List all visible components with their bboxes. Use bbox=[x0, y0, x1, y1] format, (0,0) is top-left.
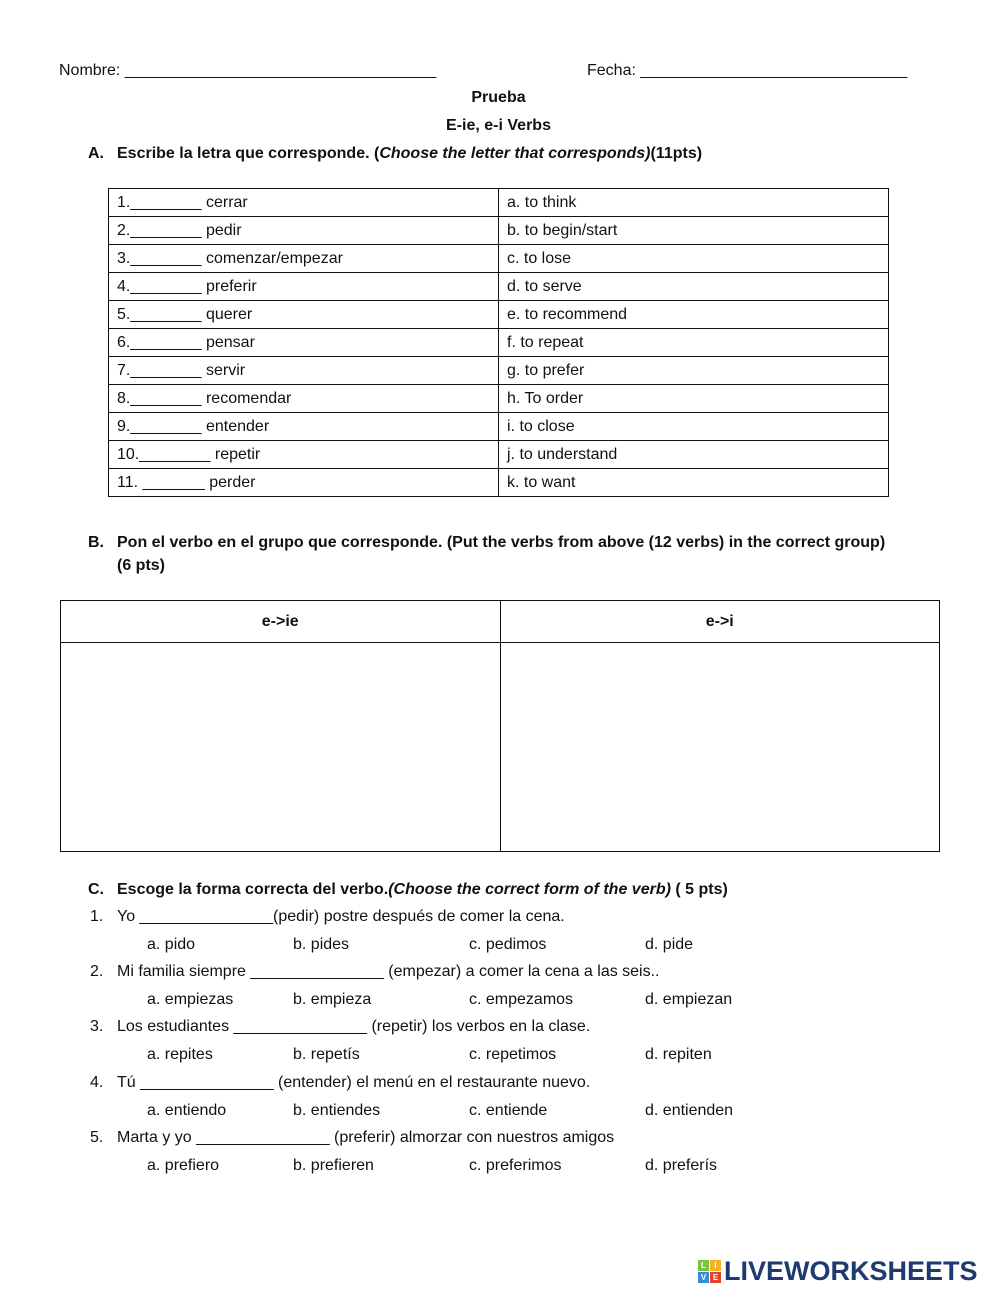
column-header-e-i: e->i bbox=[500, 601, 940, 643]
verb-cell[interactable]: 1.________ cerrar bbox=[109, 189, 499, 217]
verb-cell[interactable]: 7.________ servir bbox=[109, 357, 499, 385]
definition-cell: c. to lose bbox=[499, 245, 889, 273]
question-text[interactable]: Yo _______________(pedir) postre después de comer la cena. bbox=[117, 908, 565, 925]
answer-option[interactable]: a. entiendo bbox=[147, 1101, 227, 1119]
name-field[interactable]: Nombre: ___________________________________ bbox=[59, 62, 437, 79]
answer-option[interactable]: b. repetís bbox=[293, 1046, 360, 1064]
verb-cell[interactable]: 9.________ entender bbox=[109, 413, 499, 441]
answer-option[interactable]: c. pedimos bbox=[469, 936, 547, 953]
verb-group-table bbox=[60, 600, 940, 852]
question-number: 5. bbox=[90, 1128, 104, 1146]
matching-row bbox=[109, 357, 889, 385]
question-text[interactable]: Los estudiantes _______________ (repetir) los verbos en la clase. bbox=[117, 1018, 591, 1036]
points: (11pts) bbox=[650, 145, 703, 162]
e-ie-answer-area[interactable] bbox=[61, 643, 501, 852]
answer-option[interactable]: a. repites bbox=[147, 1046, 213, 1064]
question-number: 3. bbox=[90, 1018, 104, 1036]
verb-cell[interactable]: 11. _______ perder bbox=[109, 469, 499, 497]
points: ( 5 pts) bbox=[670, 881, 728, 898]
definition-cell: f. to repeat bbox=[499, 329, 889, 357]
definition-cell: i. to close bbox=[499, 413, 889, 441]
answer-option[interactable]: c. repetimos bbox=[469, 1046, 557, 1064]
verb-cell[interactable]: 6.________ pensar bbox=[109, 329, 499, 357]
answer-option[interactable]: a. empiezas bbox=[147, 991, 234, 1009]
matching-row bbox=[109, 413, 889, 441]
section-b-points: (6 pts) bbox=[117, 557, 165, 574]
page-subtitle: E-ie, e-i Verbs bbox=[446, 117, 551, 134]
answer-option[interactable]: b. entiendes bbox=[293, 1101, 381, 1119]
answer-option[interactable]: c. preferimos bbox=[469, 1156, 562, 1174]
section-b-letter: B. bbox=[88, 534, 104, 551]
answer-option[interactable]: b. pides bbox=[293, 936, 350, 953]
question-number: 2. bbox=[90, 963, 104, 981]
page-title: Prueba bbox=[471, 89, 526, 106]
verb-cell[interactable]: 10.________ repetir bbox=[109, 441, 499, 469]
liveworksheets-logo bbox=[698, 1256, 978, 1287]
question-number: 4. bbox=[90, 1073, 104, 1091]
definition-cell: a. to think bbox=[499, 189, 889, 217]
instruction-text: Escribe la letra que corresponde. ( bbox=[117, 145, 380, 162]
matching-row bbox=[109, 441, 889, 469]
answer-option[interactable]: d. empiezan bbox=[645, 991, 733, 1009]
answer-option[interactable]: b. prefieren bbox=[293, 1156, 374, 1174]
matching-row bbox=[109, 245, 889, 273]
definition-cell: h. To order bbox=[499, 385, 889, 413]
answer-option[interactable]: d. entienden bbox=[645, 1101, 734, 1119]
instruction-text: Escoge la forma correcta del verbo. bbox=[117, 881, 389, 898]
answer-option[interactable]: b. empieza bbox=[293, 991, 372, 1009]
answer-option[interactable]: d. repiten bbox=[645, 1046, 712, 1064]
matching-row bbox=[109, 301, 889, 329]
answer-option[interactable]: d. pide bbox=[645, 936, 694, 953]
section-a-instruction bbox=[117, 145, 702, 163]
definition-cell: j. to understand bbox=[499, 441, 889, 469]
answer-option[interactable]: c. entiende bbox=[469, 1101, 548, 1119]
answer-option[interactable]: d. preferís bbox=[645, 1156, 718, 1174]
section-a-letter: A. bbox=[88, 145, 104, 162]
matching-table bbox=[108, 188, 889, 497]
logo-text: LIVEWORKSHEETS bbox=[724, 1256, 978, 1286]
question-text[interactable]: Tú _______________ (entender) el menú en el restaurante nuevo. bbox=[117, 1073, 591, 1091]
e-i-answer-area[interactable] bbox=[500, 643, 940, 852]
instruction-italic: Choose the letter that corresponds) bbox=[379, 145, 651, 162]
date-field[interactable]: Fecha: ______________________________ bbox=[587, 62, 908, 79]
verb-cell[interactable]: 2.________ pedir bbox=[109, 217, 499, 245]
logo-badge-icon: L I V E bbox=[698, 1260, 721, 1283]
definition-cell: g. to prefer bbox=[499, 357, 889, 385]
verb-cell[interactable]: 5.________ querer bbox=[109, 301, 499, 329]
question-text[interactable]: Mi familia siempre _______________ (empezar) a comer la cena a las seis.. bbox=[117, 963, 660, 981]
matching-row bbox=[109, 217, 889, 245]
section-b-instruction: Pon el verbo en el grupo que corresponde. (Put the verbs from above (12 verbs) in the correct group) bbox=[117, 534, 886, 551]
answer-option[interactable]: a. prefiero bbox=[147, 1156, 220, 1174]
verb-cell[interactable]: 4.________ preferir bbox=[109, 273, 499, 301]
question-number: 1. bbox=[90, 908, 104, 925]
definition-cell: k. to want bbox=[499, 469, 889, 497]
column-header-e-ie: e->ie bbox=[61, 601, 501, 643]
verb-cell[interactable]: 3.________ comenzar/empezar bbox=[109, 245, 499, 273]
question-text[interactable]: Marta y yo _______________ (preferir) almorzar con nuestros amigos bbox=[117, 1128, 615, 1146]
matching-row bbox=[109, 385, 889, 413]
answer-option[interactable]: a. pido bbox=[147, 936, 196, 953]
verb-cell[interactable]: 8.________ recomendar bbox=[109, 385, 499, 413]
answer-option[interactable]: c. empezamos bbox=[469, 991, 574, 1009]
section-c-letter: C. bbox=[88, 881, 104, 898]
matching-row bbox=[109, 273, 889, 301]
section-c-instruction bbox=[117, 881, 728, 899]
instruction-italic: (Choose the correct form of the verb) bbox=[388, 881, 671, 898]
matching-row bbox=[109, 189, 889, 217]
definition-cell: e. to recommend bbox=[499, 301, 889, 329]
definition-cell: b. to begin/start bbox=[499, 217, 889, 245]
matching-row bbox=[109, 469, 889, 497]
matching-row bbox=[109, 329, 889, 357]
definition-cell: d. to serve bbox=[499, 273, 889, 301]
